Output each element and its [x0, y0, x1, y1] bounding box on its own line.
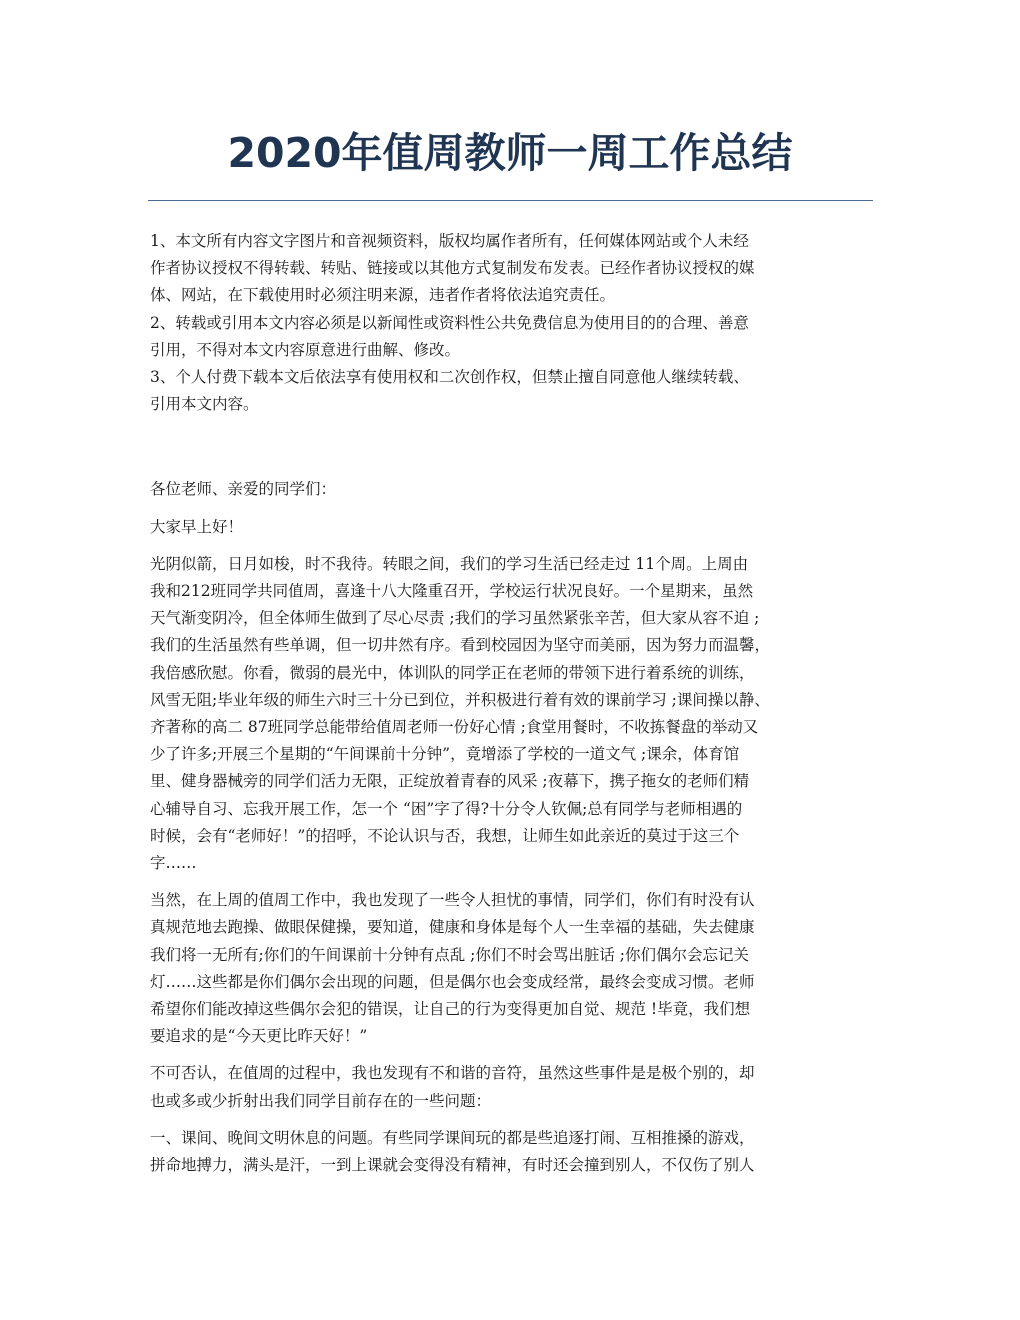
paragraph-line: 光阴似箭，日月如梭，时不我待。转眼之间，我们的学习生活已经走过 11个周。上周由	[150, 554, 749, 573]
paragraph-line: 天气渐变阴冷，但全体师生做到了尽心尽责 ;我们的学习虽然紧张辛苦，但大家从容不迫 ;	[150, 609, 760, 628]
disclaimer-line: 引用本文内容。	[150, 395, 259, 414]
paragraph-line: 少了许多;开展三个星期的“午间课前十分钟”，竟增添了学校的一道文气 ;课余，体育馆	[150, 745, 740, 764]
morning-greeting: 大家早上好！	[150, 517, 244, 536]
paragraph-2	[150, 887, 862, 1050]
document-body	[150, 228, 862, 1179]
disclaimer-line: 体、网站，在下载使用时必须注明来源，违者作者将依法追究责任。	[150, 286, 616, 305]
paragraph-line: 齐著称的高二 87班同学总能带给值周老师一份好心情 ;食堂用餐时，不收拣餐盘的举动又	[150, 718, 759, 737]
paragraph-line: 心辅导自习、忘我开展工作，怎一个 “困”字了得?十分令人钦佩;总有同学与老师相遇的	[150, 799, 743, 818]
disclaimer-line: 3、个人付费下载本文后依法享有使用权和二次创作权，但禁止擅自同意他人继续转载、	[150, 368, 749, 387]
paragraph-line: 我和212班同学共同值周，喜逢十八大隆重召开，学校运行状况良好。一个星期来，虽然	[150, 582, 754, 601]
paragraph-line: 灯……这些都是你们偶尔会出现的问题，但是偶尔也会变成经常，最终会变成习惯。老师	[150, 972, 755, 991]
disclaimer-line: 1、本文所有内容文字图片和音视频资料，版权均属作者所有，任何媒体网站或个人未经	[150, 232, 749, 250]
paragraph-line: 字……	[150, 854, 197, 873]
paragraph-line: 我倍感欣慰。你看，微弱的晨光中，体训队的同学正在老师的带领下进行着系统的训练，	[150, 663, 755, 682]
paragraph-line: 也或多或少折射出我们同学目前存在的一些问题：	[150, 1091, 492, 1110]
greeting: 各位老师、亲爱的同学们：	[150, 480, 337, 499]
paragraph-line: 我们将一无所有;你们的午间课前十分钟有点乱 ;你们不时会骂出脏话 ;你们偶尔会忘记关	[150, 945, 750, 964]
paragraph-line: 希望你们能改掉这些偶尔会犯的错误，让自己的行为变得更加自觉、规范 !毕竟，我们想	[150, 1000, 751, 1019]
title-divider	[148, 200, 873, 201]
document-title: 2020年值周教师一周工作总结	[227, 129, 793, 177]
disclaimer-line: 作者协议授权不得转载、转贴、链接或以其他方式复制发布发表。已经作者协议授权的媒	[150, 259, 755, 278]
paragraph-3	[150, 1060, 862, 1114]
paragraph-line: 要追求的是“今天更比昨天好！”	[150, 1027, 368, 1046]
paragraph-line: 不可否认，在值周的过程中，我也发现有不和谐的音符，虽然这些事件是是极个别的，却	[150, 1064, 755, 1083]
paragraph-line: 真规范地去跑操、做眼保健操，要知道，健康和身体是每个人一生幸福的基础，失去健康	[150, 918, 755, 937]
paragraph-1	[150, 551, 862, 877]
paragraph-line: 一、课间、晚间文明休息的问题。有些同学课间玩的都是些追逐打闹、互相推搡的游戏，	[150, 1128, 755, 1147]
paragraph-line: 当然，在上周的值周工作中，我也发现了一些令人担忧的事情，同学们，你们有时没有认	[150, 891, 755, 910]
paragraph-4	[150, 1125, 862, 1179]
disclaimer-line: 2、转载或引用本文内容必须是以新闻性或资料性公共免费信息为使用目的的合理、善意	[150, 313, 749, 332]
paragraph-line: 我们的生活虽然有些单调，但一切井然有序。看到校园因为坚守而美丽，因为努力而温馨，	[150, 636, 771, 655]
paragraph-line: 拼命地搏力，满头是汗，一到上课就会变得没有精神，有时还会撞到别人，不仅伤了别人	[150, 1156, 755, 1175]
paragraph-line: 风雪无阻;毕业年级的师生六时三十分已到位，并积极进行着有效的课前学习 ;课间操以静、	[150, 690, 770, 709]
paragraph-line: 时候，会有“老师好！”的招呼，不论认识与否，我想，让师生如此亲近的莫过于这三个	[150, 826, 740, 845]
disclaimer-block	[150, 228, 862, 418]
disclaimer-line: 引用，不得对本文内容原意进行曲解、修改。	[150, 340, 461, 359]
paragraph-line: 里、健身器械旁的同学们活力无限，正绽放着青春的风采 ;夜幕下，携子拖女的老师们精	[150, 772, 750, 791]
